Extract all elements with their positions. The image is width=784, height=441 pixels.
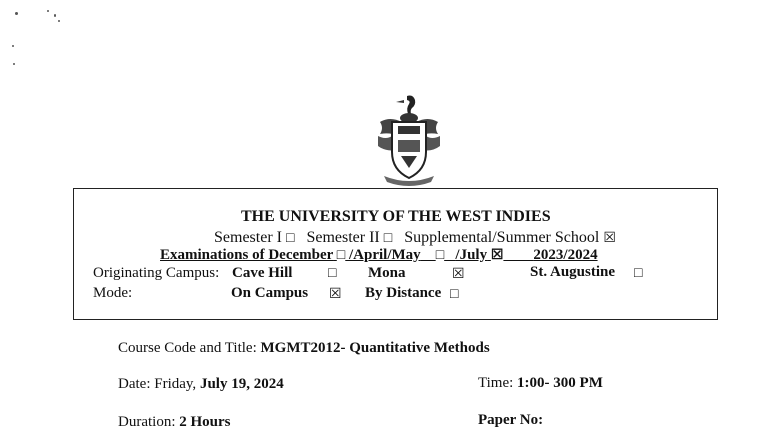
course-label: Course Code and Title:: [118, 340, 257, 356]
scan-speck: [47, 10, 49, 12]
date-label: Date:: [118, 376, 151, 392]
on-campus-checkbox[interactable]: ☒: [329, 287, 342, 302]
duration-label: Duration:: [118, 414, 176, 430]
summer-school-label: Supplemental/Summer School: [404, 229, 600, 246]
st-augustine-label: St. Augustine: [530, 264, 616, 280]
scan-speck: [12, 45, 14, 47]
paper-number-label: Paper No:: [478, 412, 544, 428]
university-name: THE UNIVERSITY OF THE WEST INDIES: [241, 208, 551, 225]
campus-label: Originating Campus:: [93, 265, 220, 281]
scan-speck: [13, 63, 15, 65]
course-line: [118, 340, 490, 357]
date-value: July 19, 2024: [199, 376, 284, 392]
semester-ii-label: Semester II: [306, 229, 380, 246]
date-day: Friday,: [154, 376, 197, 392]
on-campus-label: On Campus: [231, 285, 309, 301]
semester-ii-checkbox[interactable]: □: [383, 231, 393, 246]
exam-year: 2023/2024: [533, 247, 598, 263]
exam-december-label: Examinations of December: [160, 247, 334, 263]
exam-july-label: /July: [455, 247, 488, 263]
summer-school-checkbox[interactable]: ☒: [603, 231, 616, 246]
semester-i-label: Semester I: [214, 229, 282, 246]
scan-speck: [54, 14, 56, 17]
duration-line: [118, 414, 231, 431]
time-line: [478, 375, 603, 392]
exam-aprmay-checkbox[interactable]: □: [435, 248, 445, 263]
date-line: [118, 376, 284, 393]
examinations-line: [160, 247, 598, 264]
mona-checkbox[interactable]: ☒: [452, 267, 465, 282]
cave-hill-label: Cave Hill: [232, 265, 293, 281]
semester-i-checkbox[interactable]: □: [285, 231, 295, 246]
mode-label: Mode:: [93, 285, 133, 301]
exam-december-checkbox[interactable]: □: [336, 248, 346, 263]
university-crest-icon: [374, 92, 444, 188]
exam-july-checkbox[interactable]: ☒: [490, 248, 504, 263]
by-distance-label: By Distance: [365, 285, 442, 301]
course-title: MGMT2012- Quantitative Methods: [260, 340, 490, 356]
semester-line: [214, 229, 616, 247]
time-label: Time:: [478, 375, 514, 391]
cave-hill-checkbox[interactable]: □: [328, 266, 337, 281]
mona-label: Mona: [368, 265, 406, 281]
exam-aprmay-label: /April/May: [349, 247, 421, 263]
duration-value: 2 Hours: [179, 414, 231, 430]
scan-speck: [15, 12, 18, 15]
time-value: 1:00- 300 PM: [517, 375, 603, 391]
scan-speck: [58, 20, 60, 22]
st-augustine-checkbox[interactable]: □: [634, 266, 643, 281]
by-distance-checkbox[interactable]: □: [450, 287, 459, 302]
